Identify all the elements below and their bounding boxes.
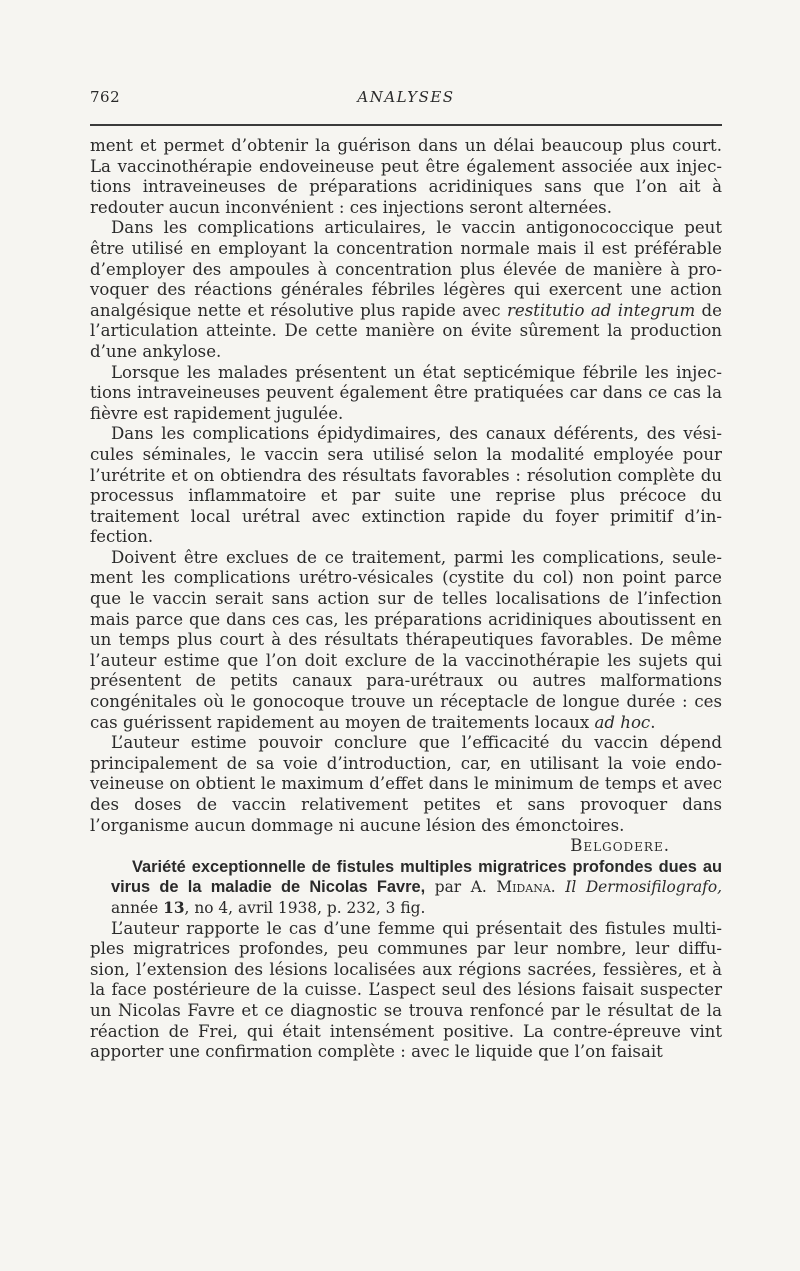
body-text — [90, 136, 722, 1063]
paragraph-5 — [90, 548, 722, 733]
reviewer-signature: Belgodere. — [570, 836, 670, 856]
header-rule — [90, 124, 722, 126]
paragraph-2-text-b: de l’articulation atteinte. De cette manière on évite sûrement la production d’une ankylose. — [90, 300, 722, 361]
paragraph-2-latin-phrase: restitutio ad integrum — [506, 300, 696, 320]
article-title: Variété exceptionnelle de fistules multiples migratrices profondes dues au virus de la maladie de Nicolas Favre, — [111, 857, 722, 897]
article-volume: 13 — [163, 898, 185, 917]
article-heading — [90, 857, 722, 919]
paragraph-4: Dans les complications épidydimaires, des canaux déférents, des vésicules séminales, le vaccin sera utilisé selon la modalité employée pour l’urétrite et on obtiendra des résultats favorables : résolution complète du processus inflammatoire et par suite une reprise plus précoce du traitement local urétral avec extinction rapide du foyer primitif d’infection. — [90, 424, 722, 547]
paragraph-5-text-a: Doivent être exclues de ce traitement, parmi les complications, seulement les complications urétro-vésicales (cystite du col) non point parce que le vaccin serait sans action sur de telles localisations de l’infection mais parce que dans ces cas, les préparations acridiniques aboutissent en un temps plus court à des résultats thérapeutiques favorables. De même l’auteur estime que l’on doit exclure de la vaccinothérapie les sujets qui présentent de petits canaux para-urétraux ou autres malformations congénitales où le gonocoque trouve un réceptacle de longue durée : ces cas guérissent rapidement au moyen de traitements locaux — [90, 547, 722, 732]
article-by: par — [425, 878, 471, 897]
article-journal: Il Dermosifilografo, — [555, 878, 722, 897]
paragraph-6: L’auteur estime pouvoir conclure que l’efficacité du vaccin dépend principalement de sa voie d’introduction, car, en utilisant la voie endoveineuse on obtient le maximum d’effet dans le minimum de temps et avec des doses de vaccin relativement petites et sans provoquer dans l’organisme aucun dommage ni aucune lésion des émonctoires. — [90, 733, 722, 835]
paragraph-2-text-a: Dans les complications articulaires, le vaccin antigonococcique peut être utilisé en employant la concentration normale mais il est préférable d’employer des ampoules à concentration plus élevée de manière à provoquer des réactions générales fébriles légères qui exercent une action analgésique nette et résolutive plus rapide avec — [90, 218, 722, 320]
article-year-label: année — [111, 898, 164, 917]
paragraph-5-text-b: . — [650, 712, 656, 732]
article-issue: , no 4, avril 1938, p. 232, 3 fig. — [184, 898, 426, 917]
article-author: A. Midana. — [470, 878, 556, 897]
paragraph-3: Lorsque les malades présentent un état septicémique fébrile les injections intraveineuses peuvent également être pratiquées car dans ce cas la fièvre est rapidement jugulée. — [90, 362, 722, 423]
page-number: 762 — [90, 88, 121, 106]
paragraph-5-latin-phrase: ad hoc — [594, 712, 651, 732]
paragraph-1: ment et permet d’obtenir la guérison dans un délai beaucoup plus court. La vaccinothérapie endoveineuse peut être également associée aux injections intraveineuses de préparations acridiniques sans que l’on ait à redouter aucun inconvénient : ces injections seront alternées. — [90, 136, 722, 217]
paragraph-2 — [90, 218, 722, 362]
paragraph-7: L’auteur rapporte le cas d’une femme qui présentait des fistules multiples migratrices profondes, peu communes par leur nombre, leur diffusion, l’extension des lésions localisées aux régions sacrées, fessières, et à la face postérieure de la cuisse. L’aspect seul des lésions faisait suspecter un Nicolas Favre et ce diagnostic se trouva renfoncé par le résultat de la réaction de Frei, qui était intensément positive. La contre-épreuve vint apporter une confirmation complète : avec le liquide que l’on faisait — [90, 918, 722, 1062]
running-title: ANALYSES — [357, 88, 455, 106]
page-header — [90, 88, 722, 112]
